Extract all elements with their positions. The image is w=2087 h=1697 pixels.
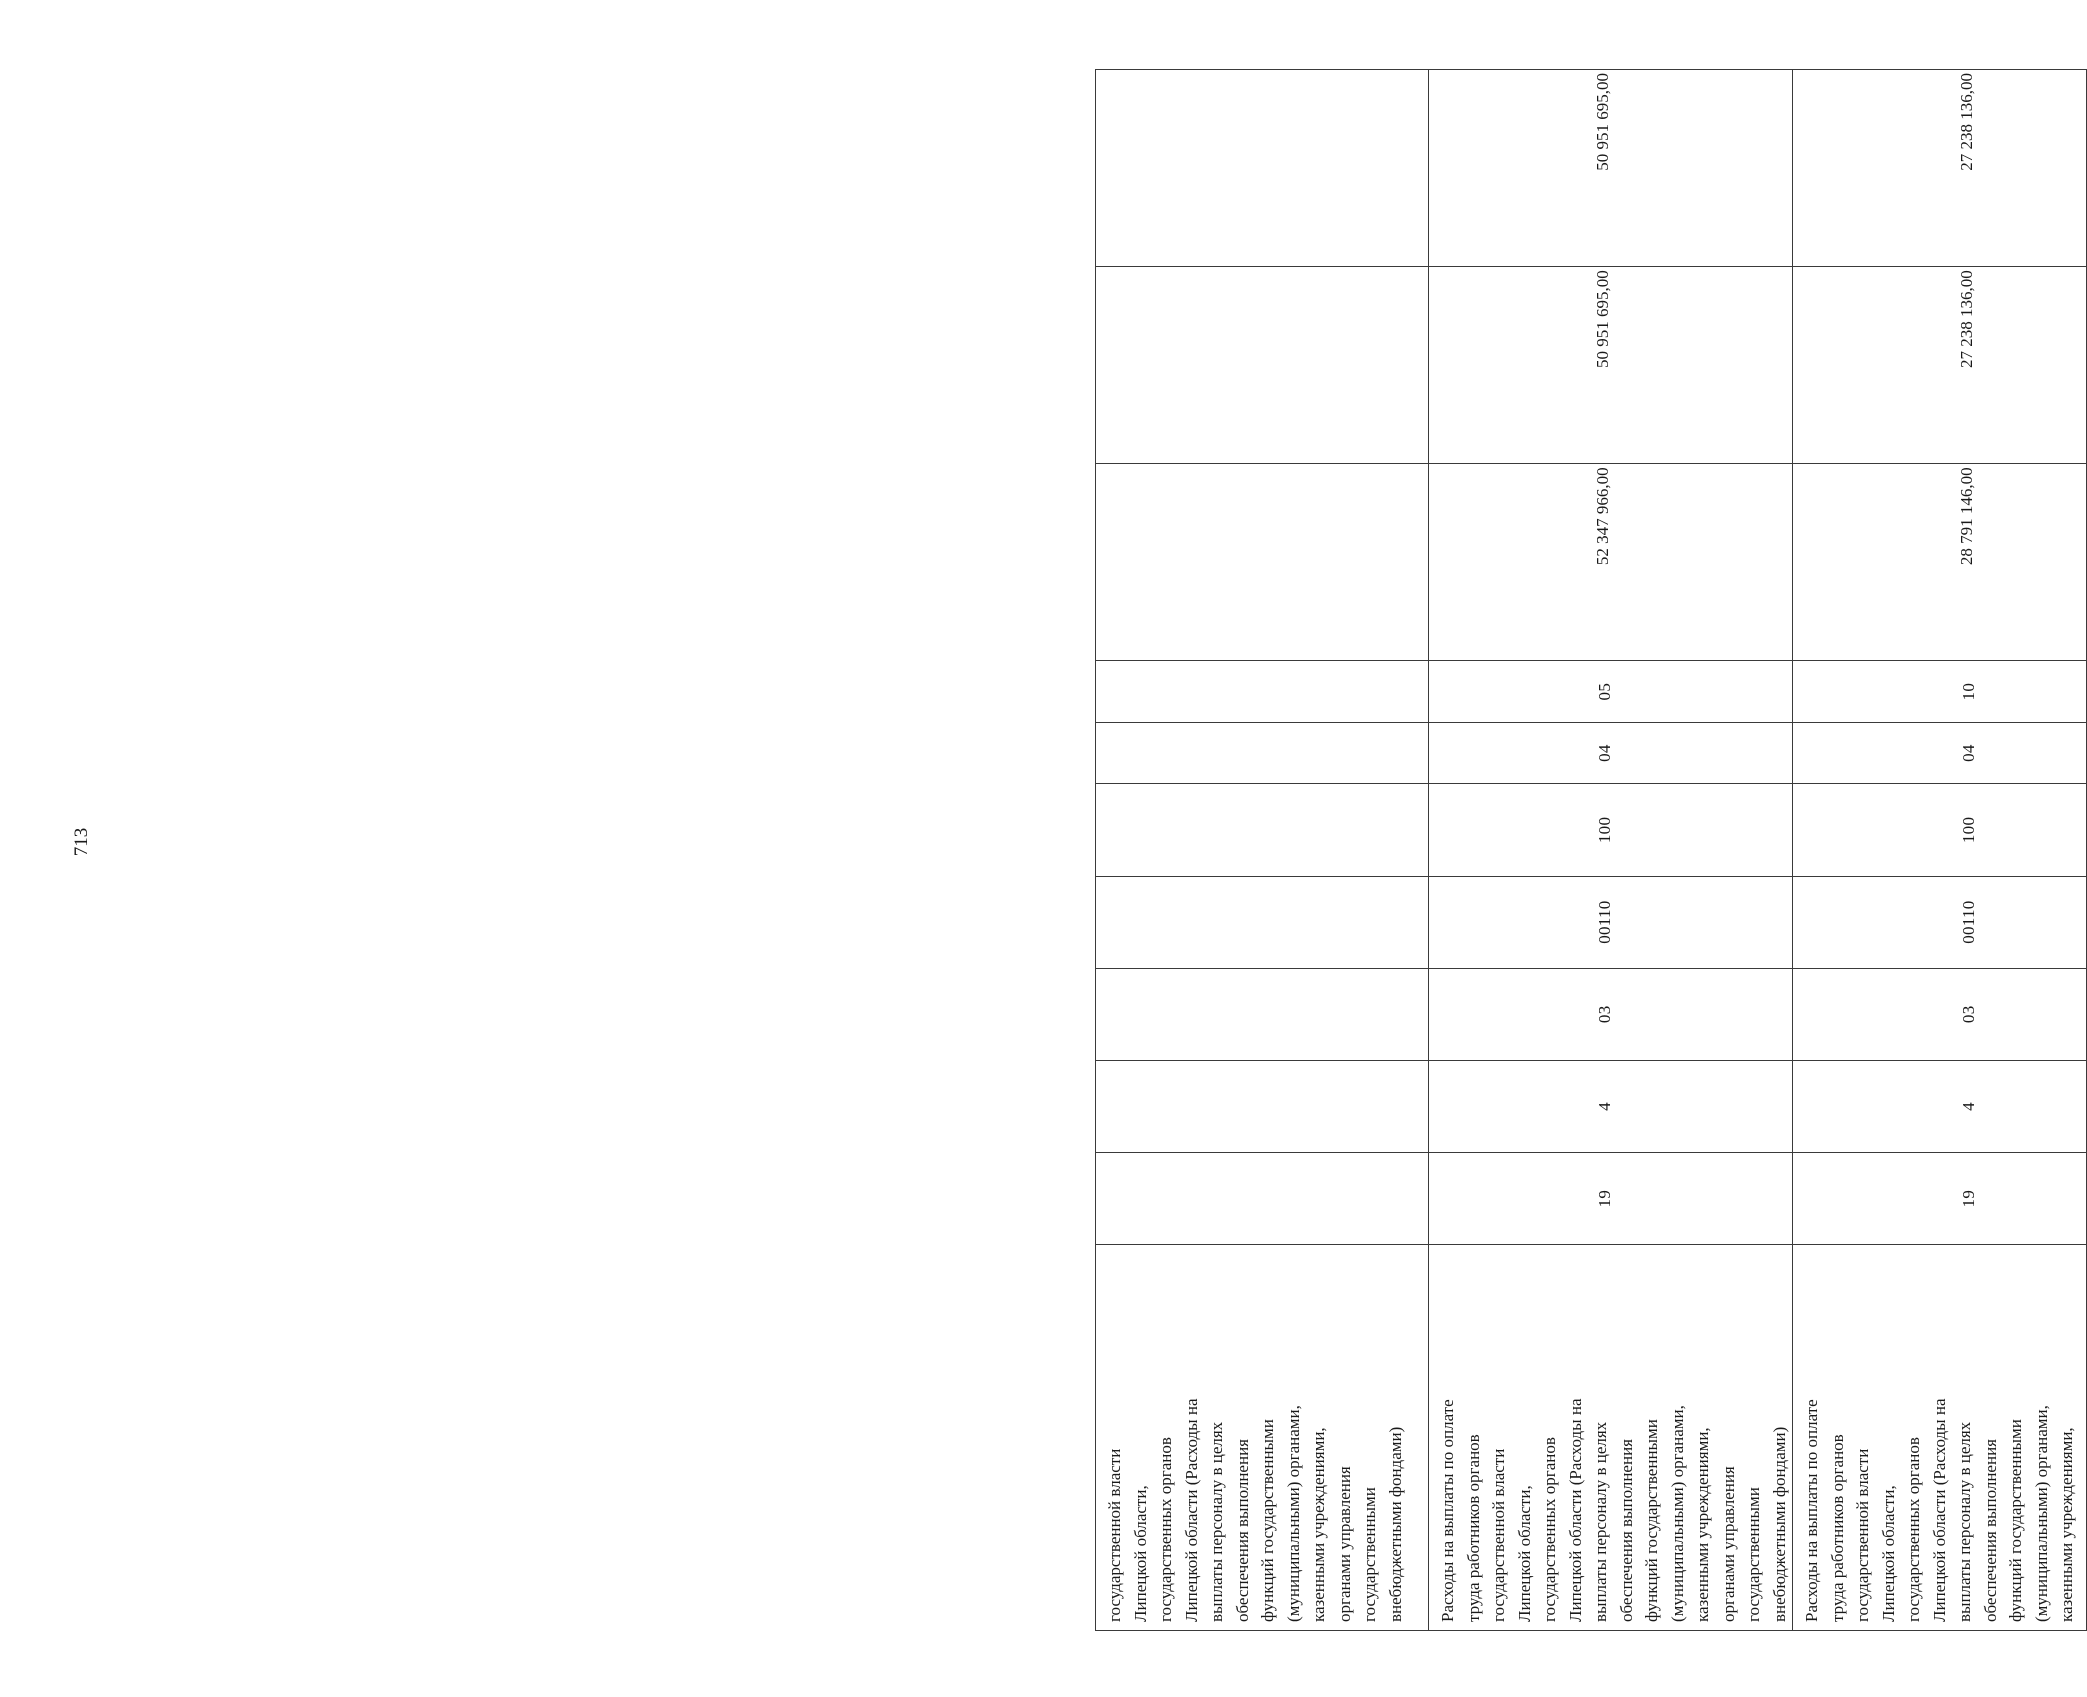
description-cell: [1096, 1245, 1429, 1631]
code-cell-c4: 00110: [1429, 876, 1793, 968]
description-line: государственной власти: [1489, 1448, 1508, 1622]
description-line: Липецкой области (Расходы на: [1929, 1398, 1949, 1622]
description-line: выплаты персоналу в целях: [1591, 1421, 1610, 1622]
code-cell-c1: [1096, 1153, 1429, 1245]
description-line: (муниципальными) органами,: [2031, 1405, 2051, 1622]
amount-cell-a3: 27 238 136,00: [1793, 70, 2087, 267]
code-cell-c2: 4: [1793, 1060, 2087, 1152]
code-cell-c7: [1096, 661, 1429, 722]
code-cell-c7: 10: [1793, 661, 2087, 722]
description-cell: [1429, 1245, 1793, 1631]
code-cell-c3: [1096, 968, 1429, 1060]
description-line: функций государственными: [2006, 1419, 2025, 1622]
description-line: органами управления: [1334, 1466, 1354, 1622]
description-line: Расходы на выплаты по оплате: [1438, 1399, 1457, 1622]
code-cell-c6: 04: [1429, 722, 1793, 783]
description-line: внебюджетными фондами): [1769, 1426, 1789, 1622]
amount-cell-a3: [1096, 70, 1429, 267]
description-cell: [1793, 1245, 2087, 1631]
description-line: государственными: [1744, 1487, 1763, 1622]
description-line: казенными учреждениями,: [2057, 1427, 2076, 1622]
table-row: [1096, 70, 1429, 1631]
description-line: казенными учреждениями,: [1693, 1427, 1712, 1622]
description-line: труда работников органов: [1463, 1434, 1483, 1622]
code-cell-c3: 03: [1793, 968, 2087, 1060]
description-line: обеспечения выполнения: [1980, 1439, 2000, 1622]
code-cell-c5: 100: [1429, 784, 1793, 876]
code-cell-c2: 4: [1429, 1060, 1793, 1152]
code-cell-c6: 04: [1793, 722, 2087, 783]
description-line: Липецкой области (Расходы на: [1181, 1398, 1201, 1622]
budget-table: [1095, 69, 2087, 1631]
amount-cell-a1: 52 347 966,00: [1429, 464, 1793, 661]
description-line: выплаты персоналу в целях: [1207, 1421, 1226, 1622]
code-cell-c7: 05: [1429, 661, 1793, 722]
rotated-page: [1095, 69, 2076, 1631]
description-line: государственных органов: [1904, 1437, 1923, 1622]
amount-cell-a2: [1096, 267, 1429, 464]
description-line: государственных органов: [1156, 1437, 1175, 1622]
description-line: Расходы на выплаты по оплате: [1802, 1399, 1821, 1622]
table-row: [1793, 70, 2087, 1631]
description-line: органами управления: [1718, 1466, 1738, 1622]
description-line: казенными учреждениями,: [1309, 1427, 1328, 1622]
description-line: Липецкой области,: [1514, 1485, 1534, 1622]
code-cell-c4: 00110: [1793, 876, 2087, 968]
page-number: 713: [71, 827, 92, 857]
code-cell-c4: [1096, 876, 1429, 968]
code-cell-c3: 03: [1429, 968, 1793, 1060]
amount-cell-a2: 50 951 695,00: [1429, 267, 1793, 464]
description-line: внебюджетными фондами): [1385, 1426, 1405, 1622]
description-line: (муниципальными) органами,: [1667, 1405, 1687, 1622]
description-line: Липецкой области,: [1878, 1485, 1898, 1622]
description-line: государственными: [1360, 1487, 1379, 1622]
description-line: государственной власти: [1105, 1448, 1124, 1622]
description-line: государственных органов: [1540, 1437, 1559, 1622]
code-cell-c6: [1096, 722, 1429, 783]
code-cell-c5: 100: [1793, 784, 2087, 876]
table-row: [1429, 70, 1793, 1631]
code-cell-c1: 19: [1429, 1153, 1793, 1245]
description-line: (муниципальными) органами,: [1283, 1405, 1303, 1622]
description-line: государственной власти: [1853, 1448, 1872, 1622]
description-line: обеспечения выполнения: [1616, 1439, 1636, 1622]
description-line: труда работников органов: [1827, 1434, 1847, 1622]
description-line: Липецкой области (Расходы на: [1565, 1398, 1585, 1622]
description-line: выплаты персоналу в целях: [1955, 1421, 1974, 1622]
amount-cell-a2: 27 238 136,00: [1793, 267, 2087, 464]
amount-cell-a3: 50 951 695,00: [1429, 70, 1793, 267]
description-line: Липецкой области,: [1130, 1485, 1150, 1622]
description-line: функций государственными: [1258, 1419, 1277, 1622]
description-line: обеспечения выполнения: [1232, 1439, 1252, 1622]
amount-cell-a1: [1096, 464, 1429, 661]
code-cell-c2: [1096, 1060, 1429, 1152]
code-cell-c5: [1096, 784, 1429, 876]
description-line: функций государственными: [1642, 1419, 1661, 1622]
code-cell-c1: 19: [1793, 1153, 2087, 1245]
amount-cell-a1: 28 791 146,00: [1793, 464, 2087, 661]
